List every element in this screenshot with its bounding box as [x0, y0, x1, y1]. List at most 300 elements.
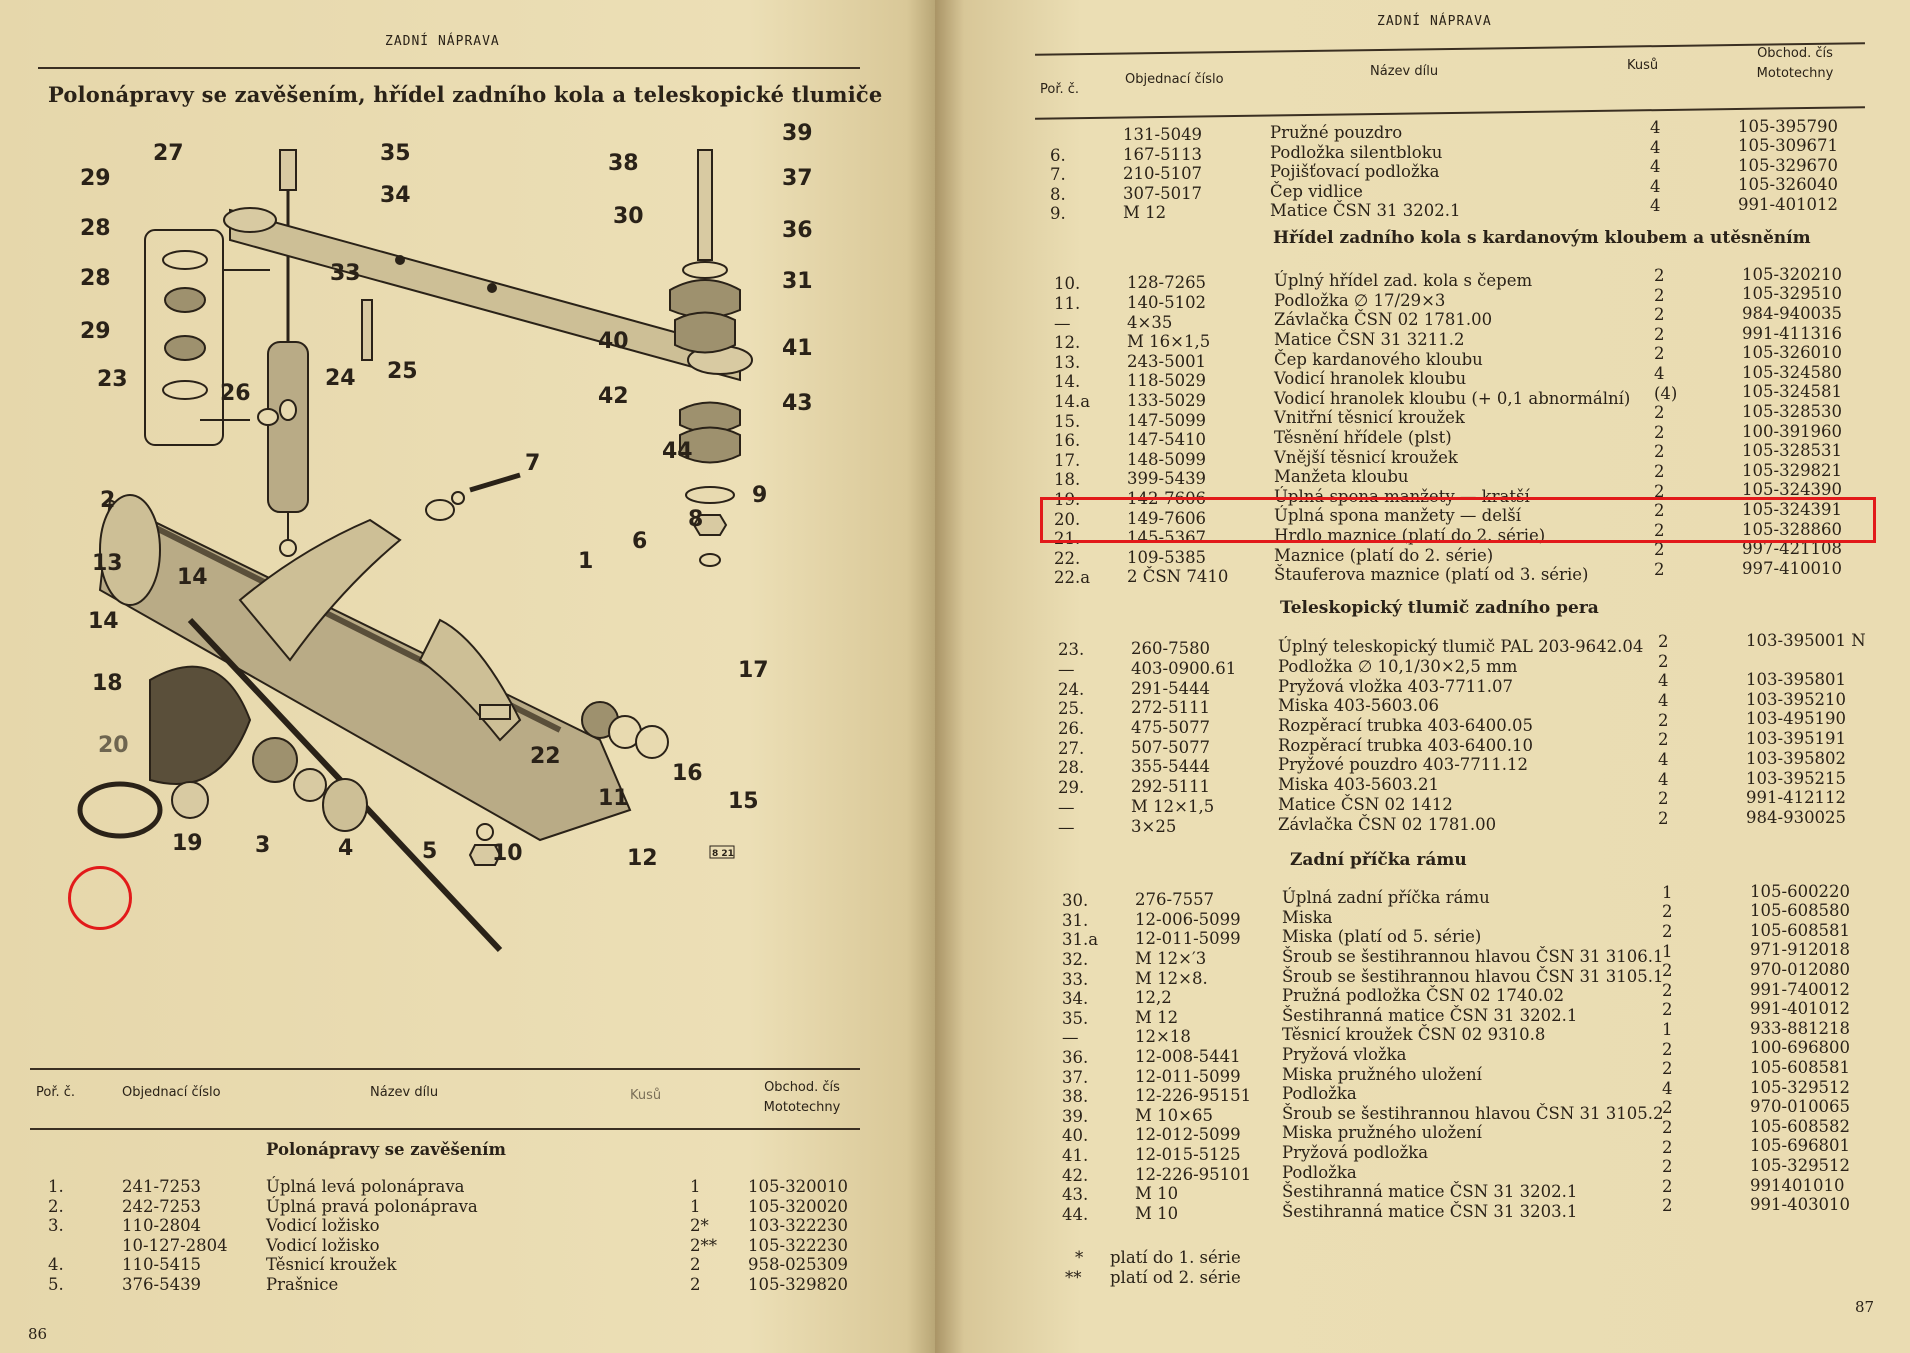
cell-no: 5. [48, 1274, 64, 1294]
cell-moto: 105-608581 [1750, 1057, 1851, 1077]
cell-qty: 1 [690, 1177, 701, 1196]
cell-moto: 933-881218 [1750, 1018, 1851, 1038]
cell-moto: 997-421108 [1742, 539, 1843, 559]
diagram-stamp: 8 21 [712, 849, 734, 859]
cell-order: 12×18 [1135, 1027, 1191, 1047]
cell-name: Pryžová vložka 403-7711.07 [1278, 676, 1513, 696]
cell-qty: 1 [1662, 941, 1673, 961]
cell-qty: (4) [1654, 383, 1678, 403]
cell-no: 28. [1058, 758, 1085, 778]
cell-moto: 105-328530 [1742, 401, 1843, 421]
cell-moto: 105-324580 [1742, 362, 1843, 382]
cell-order: 12-015-5125 [1135, 1145, 1241, 1164]
cell-moto: 105-324581 [1742, 382, 1843, 402]
cell-order: M 16×1,5 [1127, 332, 1211, 352]
callout-38: 38 [608, 151, 639, 176]
cell-order: M 12 [1123, 203, 1167, 223]
cell-name: Miska pružného uložení [1282, 1064, 1482, 1084]
cell-moto: 105-329820 [748, 1274, 849, 1294]
callout-29: 29 [80, 166, 111, 191]
cell-order: 403-0900.61 [1131, 658, 1237, 678]
cell-qty: 2 [690, 1255, 701, 1274]
cell-order: 128-7265 [1127, 273, 1207, 293]
cell-qty: 2 [1658, 789, 1669, 809]
cell-qty: 2 [1654, 265, 1665, 285]
callout-40: 40 [598, 329, 629, 354]
cell-order: 2 ČSN 7410 [1127, 567, 1229, 587]
table-header-rule [30, 1128, 860, 1130]
cell-order: 4×35 [1127, 312, 1173, 332]
cell-name: Vodicí hranolek kloubu [1274, 369, 1467, 389]
cell-name: Závlačka ČSN 02 1781.00 [1274, 310, 1493, 330]
cell-no: 24. [1058, 679, 1085, 699]
cell-moto: 100-391960 [1742, 421, 1843, 441]
callout-9: 9 [752, 483, 768, 508]
cell-no: 35. [1062, 1008, 1089, 1028]
cell-name: Závlačka ČSN 02 1781.00 [1278, 814, 1497, 834]
cell-order: 12-226-95151 [1135, 1086, 1252, 1106]
cell-qty: 2 [1658, 651, 1669, 671]
cell-name: Šestihranná matice ČSN 31 3202.1 [1282, 1005, 1578, 1025]
cell-moto: 103-395802 [1746, 748, 1847, 768]
cell-moto: 105-326040 [1738, 175, 1839, 195]
cell-order: M 12×1,5 [1131, 796, 1215, 816]
cell-qty: 4 [1658, 690, 1669, 710]
callout-33: 33 [330, 261, 361, 286]
cell-order: 475-5077 [1131, 718, 1211, 738]
callout-14: 14 [177, 565, 208, 590]
cell-no: 17. [1054, 450, 1081, 470]
cell-moto: 105-329510 [1742, 284, 1843, 304]
cell-moto: 105-322230 [748, 1235, 849, 1255]
cell-order: 399-5439 [1127, 469, 1207, 489]
cell-moto: 105-329821 [1742, 460, 1843, 480]
callout-31: 31 [782, 269, 813, 294]
cell-qty: 2 [1662, 1196, 1673, 1216]
cell-name: Úplná pravá polonáprava [266, 1196, 478, 1216]
cell-order: 12-011-5099 [1135, 1066, 1241, 1086]
cell-moto: 991-401012 [1738, 194, 1839, 214]
cell-name: Pryžová podložka [1282, 1142, 1429, 1162]
col-header-qty: Kusů [630, 1088, 662, 1103]
cell-no: 34. [1062, 989, 1089, 1009]
cell-name: Úplná spona manžety — kratší [1274, 486, 1530, 506]
cell-name: Těsnicí kroužek ČSN 02 9310.8 [1282, 1025, 1546, 1045]
cell-no: 43. [1062, 1185, 1089, 1205]
cell-order: 292-5111 [1131, 777, 1211, 797]
col-header-no: Poř. č. [36, 1085, 76, 1100]
callout-1: 1 [578, 549, 594, 574]
cell-qty: 2 [1654, 422, 1665, 442]
cell-no: — [1062, 1028, 1079, 1048]
cell-order: 3×25 [1131, 816, 1177, 836]
cell-order: 210-5107 [1123, 164, 1203, 184]
callout-7: 7 [525, 451, 541, 476]
cell-order: 260-7580 [1131, 639, 1211, 659]
cell-no: 14.a [1054, 391, 1091, 411]
cell-order: 142-7606 [1127, 488, 1207, 508]
cell-order: 12-006-5099 [1135, 909, 1241, 929]
cell-no: 22. [1054, 548, 1081, 568]
callout-28b: 28 [80, 266, 111, 291]
right-page: ZADNÍ NÁPRAVA Poř. č. Objednací číslo Název dílu Kusů Obchod. čís Mototechny 131-5049 Pružné pouzdro 4 105-395790 6. 167-5113 Podložka silentbloku 4 105-309671 7. 210-5107 Pojišťovací podložka 4 105-329670 8. 307-5017 Čep vidlice 4 105-326040 9. M 12 Matice ČSN 31 3202.1 4 991-401012 Hřídel zadního kola s kardanovým kloubem a utěsněním 10. 128-7265 Úplný hřídel zad. kola s čepem 2 105-320210 11. 140-5102 Podložka ∅ 17/29×3 2 105-329510 — 4×35 Závlačka ČSN 02 1781.00 2 984-940035 12. M 16×1,5 Matice ČSN 31 3211.2 2 991-411316 13. 243-5001 Čep kardanového kloubu 2 105-326010 14. 118-5029 Vodicí hranolek kloubu 4 105-324580 14.a 133-5029 Vodicí hranolek kloubu (+ 0,1 abnormální) (4) 105-324581 15. 147-5099 Vnitřní těsnicí kroužek 2 105-328530 16. 147-5410 Těsnění hřídele (plst) 2 100-391960 17. 148-5099 Vnější těsnicí kroužek 2 105-328531 18. 399-5439 Manžeta kloubu 2 105-329821 19. 142-7606 Úplná spona manžety — kratší 2 105-324390 20. 149-7606 Úplná spona manžety — delší 2 105-324391 21. 145-5367 Hrdlo maznice (platí do 2. série) 2 105-328860 22. 109-5385 Maznice (platí do 2. série) 2 997-421108 22.a 2 ČSN 7410 Štauferova maznice (platí od 3. série) 2 997-410010 Teleskopický tlumič zadního pera 23. 260-7580 Úplný teleskopický tlumič PAL 203-9642.04 2 103-395001 N — 403-0900.61 Podložka ∅ 10,1/30×2,5 mm 2 24. 291-5444 Pryžová vložka 403-7711.07 4 103-395801 25. 272-5111 Miska 403-5603.06 4 103-395210 26. 475-5077 Rozpěrací trubka 403-6400.05 2 103-495190 27. 507-5077 Rozpěrací trubka 403-6400.10 2 103-395191 28. 355-5444 Pryžové pouzdro 403-7711.12 4 103-395802 29. 292-5111 Miska 403-5603.21 4 103-395215 — M 12×1,5 Matice ČSN 02 1412 2 991-412112 — 3×25 Závlačka ČSN 02 1781.00 2 984-930025 Zadní příčka rámu 30. 276-7557 Úplná zadní příčka rámu 1 105-600220 31. 12-006-5099 Miska 2 105-608580 31.a 12-011-5099 Miska (platí od 5. série) 2 105-608581 32. M 12×′3 Šroub se šestihrannou hlavou ČSN 31 3106.1 1 971-912018 33. M 12×8. Šroub se šestihrannou hlavou ČSN 31 3105.1 2 970-012080 34. 12,2 Pružná podložka ČSN 02 1740.02 2 991-740012 35. M 12 Šestihranná matice ČSN 31 3202.1 2 991-401012 — 12×18 Těsnicí kroužek ČSN 02 9310.8 1 933-881218 36. 12-008-5441 Pryžová vložka 2 100-696800 37. 12-011-5099 Miska pružného uložení 2 105-608581 38. 12-226-95151 Podložka 4 105-329512 39. M 10×65 Šroub se šestihrannou hlavou ČSN 31 3105.2 2 970-010065 40. 12-012-5099 Miska pružného uložení 2 105-608582 41. 12-015-5125 Pryžová podložka 2 105-696801 42. 12-226-95101 Podložka 2 105-329512 43. M 10 Šestihranná matice ČSN 31 3202.1 2 991401010 44. M 10 Šestihranná matice ČSN 31 3203.1 2 991-403010 * platí do 1. série ** platí od 2. série 87 [935, 0, 1910, 1353]
cell-no: 7. [1050, 165, 1066, 185]
callout-29b: 29 [80, 319, 111, 344]
callout-10: 10 [492, 841, 523, 866]
cell-qty: 2* [690, 1216, 709, 1235]
cell-name: Podložka [1282, 1162, 1357, 1182]
cell-name: Maznice (platí do 2. série) [1274, 545, 1494, 565]
cell-moto: 103-495190 [1746, 709, 1847, 729]
cell-qty: 2 [1654, 403, 1665, 423]
cell-no: 18. [1054, 470, 1081, 490]
cell-order: 10-127-2804 [122, 1235, 228, 1255]
cell-no: 44. [1062, 1204, 1089, 1224]
cell-moto: 105-326010 [1742, 343, 1843, 363]
cell-order: 145-5367 [1127, 528, 1207, 548]
r-col-header-no: Poř. č. [1040, 82, 1080, 97]
cell-name: Pryžová vložka [1282, 1044, 1407, 1064]
cell-name: Matice ČSN 31 3211.2 [1274, 330, 1465, 350]
col-header-order: Objednací číslo [122, 1085, 221, 1100]
r-col-header-moto: Obchod. čís Mototechny [1756, 46, 1834, 81]
cell-order: 242-7253 [122, 1196, 202, 1216]
cell-qty: 2 [1658, 631, 1669, 651]
cell-moto: 984-930025 [1746, 807, 1847, 827]
cell-no: 37. [1062, 1067, 1089, 1087]
cell-moto: 105-320010 [748, 1177, 849, 1196]
callout-44: 44 [662, 439, 693, 464]
cell-order: M 12 [1135, 1007, 1179, 1027]
cell-qty: 4 [1650, 118, 1661, 137]
callout-18: 18 [92, 671, 123, 696]
cell-qty: 1 [1662, 882, 1673, 902]
cell-no: 9. [1050, 204, 1066, 224]
cell-moto: 970-012080 [1750, 959, 1851, 979]
cell-no: — [1058, 659, 1075, 679]
callout-22: 22 [530, 744, 561, 769]
cell-no: 6. [1050, 145, 1066, 165]
cell-qty: 2 [1654, 344, 1665, 364]
cell-name: Úplná levá polonáprava [266, 1177, 465, 1196]
callout-37: 37 [782, 166, 813, 191]
cell-name: Těsnicí kroužek [266, 1255, 397, 1274]
cell-name: Pryžové pouzdro 403-7711.12 [1278, 755, 1529, 775]
callout-14b: 14 [88, 609, 119, 634]
cell-order: M 12×8. [1135, 968, 1208, 988]
cell-qty: 2 [1662, 1118, 1673, 1138]
cell-moto: 105-329512 [1750, 1155, 1851, 1175]
cell-order: M 10 [1135, 1203, 1179, 1223]
cell-name: Matice ČSN 02 1412 [1278, 794, 1453, 814]
cell-order: 110-5415 [122, 1255, 202, 1274]
cell-qty: 4 [1650, 196, 1661, 215]
cell-moto: 991-401012 [1750, 999, 1851, 1019]
cell-order: 241-7253 [122, 1177, 202, 1196]
cell-name: Šroub se šestihrannou hlavou ČSN 31 3105.1 [1282, 966, 1664, 986]
cell-no: 10. [1054, 274, 1081, 294]
callout-20-highlight [68, 866, 132, 930]
cell-moto: 970-010065 [1750, 1097, 1851, 1117]
cell-no: 13. [1054, 352, 1081, 372]
cell-moto: 105-608580 [1750, 901, 1851, 921]
callout-39: 39 [782, 121, 813, 146]
cell-qty: 2 [1662, 1059, 1673, 1079]
cell-qty: 2 [1658, 809, 1669, 829]
cell-name: Vnější těsnicí kroužek [1274, 447, 1458, 467]
section-title: Hřídel zadního kola s kardanovým kloubem a utěsněním [1273, 228, 1811, 248]
cell-name: Těsnění hřídele (plst) [1274, 428, 1452, 448]
callout-12: 12 [627, 846, 658, 871]
cell-moto: 997-410010 [1742, 558, 1843, 578]
callout-28: 28 [80, 216, 111, 241]
callout-34: 34 [380, 183, 411, 208]
cell-name: Miska 403-5603.06 [1278, 696, 1440, 716]
cell-name: Prašnice [266, 1274, 339, 1294]
cell-no: 2. [48, 1196, 64, 1216]
callout-30: 30 [613, 204, 644, 229]
callout-16: 16 [672, 761, 703, 786]
cell-moto: 105-328531 [1742, 441, 1843, 461]
callout-6: 6 [632, 529, 648, 554]
cell-no: 25. [1058, 699, 1085, 719]
cell-no: 1. [48, 1177, 64, 1196]
exploded-axle-diagram [40, 120, 860, 1060]
cell-name: Štauferova maznice (platí od 3. série) [1274, 565, 1589, 585]
cell-order: M 10 [1135, 1184, 1179, 1204]
page-title: Polonápravy se zavěšením, hřídel zadního kola a teleskopické tlumiče [48, 82, 883, 107]
cell-order: 147-5099 [1127, 410, 1207, 430]
cell-qty: 1 [1662, 1020, 1673, 1040]
cell-name: Úplná zadní příčka rámu [1282, 888, 1490, 908]
right-top-rule [1035, 42, 1865, 56]
cell-name: Šestihranná matice ČSN 31 3203.1 [1282, 1201, 1578, 1221]
cell-no: 30. [1062, 891, 1089, 911]
cell-qty: 2 [690, 1274, 701, 1294]
callout-8: 8 [688, 507, 704, 532]
cell-moto: 991-411316 [1742, 323, 1843, 343]
cell-order: 376-5439 [122, 1274, 202, 1294]
cell-qty: 2 [1654, 461, 1665, 481]
right-page-number: 87 [1855, 1298, 1875, 1316]
cell-qty: 2 [1654, 540, 1665, 560]
callout-25: 25 [387, 359, 418, 384]
cell-no: 41. [1062, 1146, 1089, 1166]
callout-19: 19 [172, 831, 203, 856]
cell-qty: 2 [1662, 922, 1673, 942]
cell-no: 15. [1054, 411, 1081, 431]
cell-name: Miska [1282, 907, 1333, 927]
cell-name: Úplný teleskopický tlumič PAL 203-9642.04 [1278, 637, 1644, 657]
cell-no: 38. [1062, 1087, 1089, 1107]
cell-qty: 2** [690, 1235, 717, 1255]
cell-moto: 105-329512 [1750, 1077, 1851, 1097]
cell-qty: 2 [1662, 1137, 1673, 1157]
r-col-header-order: Objednací číslo [1125, 72, 1224, 87]
cell-qty: 2 [1654, 324, 1665, 344]
cell-order: 276-7557 [1135, 890, 1215, 910]
cell-name: Čep kardanového kloubu [1274, 349, 1483, 369]
cell-qty: 2 [1662, 1000, 1673, 1020]
cell-moto: 105-395790 [1738, 116, 1839, 136]
cell-order: 110-2804 [122, 1216, 202, 1235]
cell-name: Miska 403-5603.21 [1278, 775, 1440, 795]
cell-name: Podložka [1282, 1084, 1357, 1104]
cell-moto: 991-403010 [1750, 1195, 1851, 1215]
cell-moto: 103-395191 [1746, 729, 1847, 749]
left-page [0, 0, 935, 1353]
cell-moto: 105-696801 [1750, 1136, 1851, 1156]
section-title: Polonápravy se zavěšením [266, 1140, 506, 1159]
callout-11: 11 [598, 786, 629, 811]
callout-5: 5 [422, 839, 438, 864]
cell-no: 21. [1054, 529, 1081, 549]
cell-name: Úplný hřídel zad. kola s čepem [1274, 271, 1533, 291]
cell-order: 118-5029 [1127, 371, 1207, 391]
cell-qty: 2 [1654, 559, 1665, 579]
callout-23: 23 [97, 367, 128, 392]
cell-no: 23. [1058, 640, 1085, 660]
cell-moto: 100-696800 [1750, 1038, 1851, 1058]
cell-qty: 2 [1654, 285, 1665, 305]
cell-name: Rozpěrací trubka 403-6400.05 [1278, 716, 1533, 735]
callout-26: 26 [220, 381, 251, 406]
cell-qty: 2 [1654, 501, 1665, 521]
cell-name: Čep vidlice [1270, 181, 1363, 201]
cell-moto: 105-324390 [1742, 480, 1843, 500]
cell-qty: 4 [1658, 671, 1669, 691]
cell-moto: 105-324391 [1742, 499, 1843, 519]
cell-no: 8. [1050, 184, 1066, 204]
cell-qty: 2 [1654, 305, 1665, 325]
callout-27: 27 [153, 141, 184, 166]
cell-moto: 103-322230 [748, 1216, 849, 1235]
cell-moto: 991401010 [1750, 1175, 1845, 1195]
cell-name: Pružná podložka ČSN 02 1740.02 [1282, 986, 1565, 1006]
cell-name: Hrdlo maznice (platí do 2. série) [1274, 526, 1546, 546]
cell-qty: 2 [1658, 710, 1669, 730]
callout-43: 43 [782, 391, 813, 416]
cell-qty: 4 [1650, 176, 1661, 196]
cell-moto: 105-608581 [1750, 920, 1851, 940]
cell-order: 12-226-95101 [1135, 1164, 1252, 1184]
cell-qty: 2 [1662, 1098, 1673, 1118]
cell-order: 147-5410 [1127, 430, 1207, 450]
cell-name: Vnitřní těsnicí kroužek [1274, 408, 1465, 428]
callout-4: 4 [338, 836, 354, 861]
cell-no: 27. [1058, 738, 1085, 758]
cell-moto: 105-329670 [1738, 155, 1839, 175]
cell-order: 12-012-5099 [1135, 1125, 1241, 1145]
callout-36: 36 [782, 218, 813, 243]
cell-qty: 4 [1658, 750, 1669, 770]
cell-no: — [1054, 313, 1071, 333]
cell-qty: 2 [1662, 980, 1673, 1000]
callout-24: 24 [325, 366, 356, 391]
cell-order: 507-5077 [1131, 737, 1211, 757]
cell-order: 167-5113 [1123, 144, 1203, 164]
cell-qty: 2 [1662, 961, 1673, 981]
cell-no: 3. [48, 1216, 64, 1235]
cell-moto: 984-940035 [1742, 303, 1843, 323]
cell-order: 272-5111 [1131, 698, 1211, 718]
cell-order: M 12×′3 [1135, 949, 1207, 968]
top-rule [38, 67, 860, 69]
cell-qty: 2 [1662, 1176, 1673, 1196]
cell-name: Úplná spona manžety — delší [1274, 506, 1521, 526]
cell-order: 131-5049 [1123, 125, 1203, 145]
cell-qty: 2 [1658, 730, 1669, 750]
cell-qty: 2 [1662, 1039, 1673, 1059]
right-running-head: ZADNÍ NÁPRAVA [1377, 14, 1492, 29]
callout-3: 3 [255, 833, 271, 858]
cell-name: Pojišťovací podložka [1270, 162, 1440, 182]
cell-no: — [1058, 797, 1075, 817]
cell-no: 4. [48, 1255, 64, 1274]
cell-name: Podložka ∅ 17/29×3 [1274, 290, 1446, 310]
cell-qty: 2 [1662, 1157, 1673, 1177]
cell-order: 12,2 [1135, 988, 1172, 1008]
cell-name: Vodicí hranolek kloubu (+ 0,1 abnormální) [1274, 388, 1631, 408]
cell-qty: 1 [690, 1196, 701, 1216]
cell-no: 14. [1054, 372, 1081, 392]
cell-qty: 4 [1662, 1078, 1673, 1098]
cell-qty: 2 [1654, 481, 1665, 501]
col-header-name: Název dílu [370, 1085, 439, 1100]
cell-no: 31.a [1062, 930, 1099, 950]
cell-no: 12. [1054, 333, 1081, 353]
cell-no: 32. [1062, 950, 1089, 970]
cell-moto: 105-328860 [1742, 519, 1843, 539]
cell-order: 149-7606 [1127, 508, 1207, 528]
cell-order: 148-5099 [1127, 449, 1207, 469]
cell-no: 20. [1054, 509, 1081, 529]
cell-name: Podložka ∅ 10,1/30×2,5 mm [1278, 656, 1518, 676]
cell-order: 133-5029 [1127, 390, 1207, 410]
cell-order: 12-008-5441 [1135, 1047, 1241, 1066]
cell-name: Miska (platí od 5. série) [1282, 927, 1482, 947]
cell-name: Miska pružného uložení [1282, 1123, 1482, 1143]
cell-name: Matice ČSN 31 3202.1 [1270, 201, 1461, 221]
cell-no: 40. [1062, 1126, 1089, 1146]
cell-order: M 10×65 [1135, 1105, 1213, 1125]
cell-name: Šroub se šestihrannou hlavou ČSN 31 3105.2 [1282, 1103, 1664, 1123]
cell-no: 36. [1062, 1048, 1089, 1068]
rows-19-20-highlight [1040, 497, 1876, 546]
cell-name: Vodicí ložisko [266, 1216, 380, 1235]
cell-moto: 103-395210 [1746, 689, 1847, 709]
cell-moto: 971-912018 [1750, 940, 1851, 960]
callout-42: 42 [598, 384, 629, 409]
cell-no: 26. [1058, 719, 1085, 739]
table-top-rule [30, 1068, 860, 1070]
callout-17: 17 [738, 658, 769, 683]
cell-no: 19. [1054, 489, 1081, 509]
cell-moto: 105-309671 [1738, 136, 1839, 156]
cell-moto: 105-608582 [1750, 1116, 1851, 1136]
cell-no: 11. [1054, 293, 1081, 313]
cell-order: 12-011-5099 [1135, 929, 1241, 949]
cell-qty: 2 [1654, 442, 1665, 462]
cell-moto: 103-395215 [1746, 768, 1847, 788]
cell-no: 29. [1058, 778, 1085, 798]
callout-15: 15 [728, 789, 759, 814]
cell-name: Vodicí ložisko [266, 1235, 380, 1255]
left-page-number: 86 [28, 1325, 48, 1343]
r-col-header-name: Název dílu [1370, 64, 1439, 79]
cell-order: 140-5102 [1127, 292, 1207, 312]
cell-moto: 105-600220 [1750, 881, 1851, 901]
